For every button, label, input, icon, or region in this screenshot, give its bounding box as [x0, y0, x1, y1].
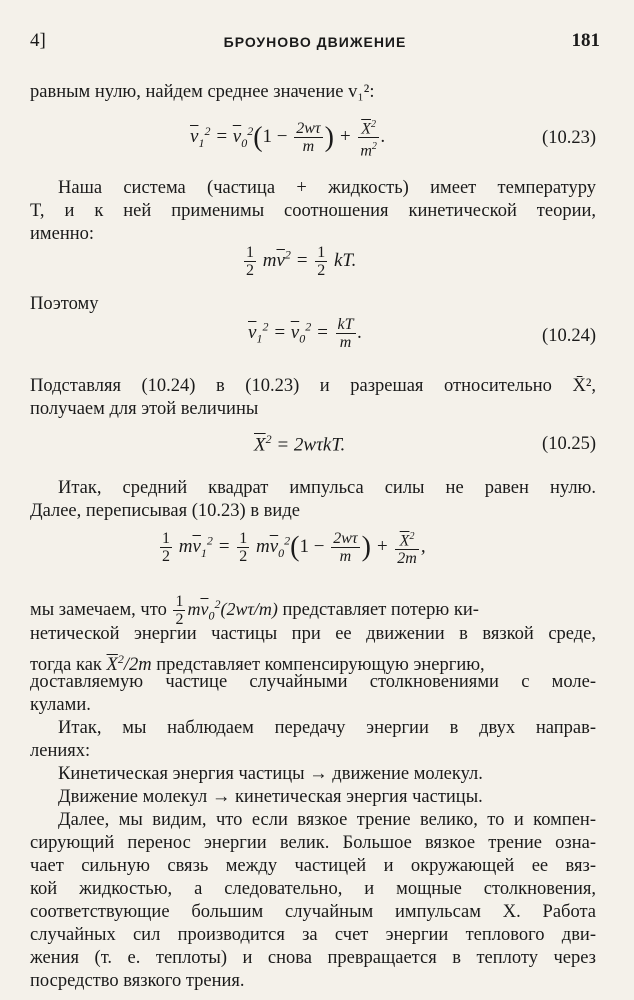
- text-line: Далее, мы видим, что если вязкое трение велико, то и компен-: [58, 810, 596, 830]
- text-line: T, и к ней применимы соотношения кинетической теории,: [30, 201, 596, 221]
- text-line: Подставляя (10.24) в (10.23) и разрешая относительно X̄²,: [30, 376, 596, 396]
- equation-rewritten: $\frac{1}{2}$ $m\overline{v}_1^2$ = $\frac{1}{2}$ $m\overline{v}_0^2(1$ − $\frac{2w\tau}{m}$ ) + $\frac{\overline{X}^2}{2m}$ ,: [158, 528, 426, 567]
- text-line: доставляемую частице случайными столкновениями с моле-: [30, 672, 596, 692]
- text-line: чает сильную связь между частицей и окружающей ее вяз-: [30, 856, 596, 876]
- page-number: 181: [571, 30, 600, 51]
- text-line-inline-formula: мы замечаем, что $\frac{1}{2}$ $m\overline{v}_0^2(2w\tau/m)$ представляет потерю ки-: [30, 593, 479, 629]
- equation-10-23: $\overline{v}_1^2 = \overline{v}_0^2(1$ − $\frac{2w\tau}{m}$ ) + $\frac{\overline{X}^2}{m^2}$ .: [190, 116, 386, 160]
- text-line: именно:: [30, 224, 95, 244]
- section-number: 4]: [30, 30, 46, 51]
- equation-energy: $\frac{1}{2}$ $m\overline{v}^2$ = $\frac{1}{2}$ kT.: [246, 244, 357, 279]
- text-line: соответствующие большим случайным импульсам X. Работа: [30, 902, 596, 922]
- text-line: Кинетическая энергия частицы → движение молекул.: [58, 764, 483, 784]
- equation-number: (10.23): [542, 128, 596, 148]
- text-segment: тогда как: [30, 655, 102, 676]
- equation-10-25: $\overline{X}^2 = 2w\tau kT$.: [254, 432, 346, 456]
- text-line: Поэтому: [30, 294, 99, 314]
- equation-10-24: $\overline{v}_1^2 = \overline{v}_0^2$ = $\frac{kT}{m}$ .: [248, 316, 363, 351]
- text-segment: представляет компенсирующую энергию,: [156, 655, 485, 676]
- text-line: Далее, переписывая (10.23) в виде: [30, 501, 300, 521]
- text-line: Итак, мы наблюдаем передачу энергии в двух направ-: [58, 718, 596, 738]
- text-line: жения (т. е. теплоты) и снова превращается в теплоту через: [30, 948, 596, 968]
- text-line: нетической энергии частицы при ее движении в вязкой среде,: [30, 624, 596, 644]
- equation-number: (10.25): [542, 434, 596, 454]
- text-line: Наша система (частица + жидкость) имеет температуру: [58, 178, 596, 198]
- text-line: Движение молекул → кинетическая энергия частицы.: [58, 787, 483, 807]
- text-line: сирующий перенос энергии велик. Большое вязкое трение озна-: [30, 833, 596, 853]
- text-line: случайных сил производится за счет энергии теплового дви-: [30, 925, 596, 945]
- text-segment: представляет потерю ки-: [282, 600, 479, 620]
- page-header: [30, 30, 600, 56]
- text-line: кой жидкостью, а следовательно, и мощные столкновения,: [30, 879, 596, 899]
- text-segment: мы замечаем, что: [30, 600, 167, 620]
- text-line: кулами.: [30, 695, 91, 715]
- text-line: посредство вязкого трения.: [30, 971, 245, 991]
- equation-number: (10.24): [542, 326, 596, 346]
- text-line: Итак, средний квадрат импульса силы не равен нулю.: [58, 478, 596, 498]
- text-line: равным нулю, найдем среднее значение v₁²:: [30, 82, 375, 102]
- running-title: БРОУНОВО ДВИЖЕНИЕ: [223, 34, 407, 50]
- text-line-inline-formula: тогда как $\overline{X}^2/2m$ представляет компенсирующую энергию,: [30, 652, 485, 676]
- text-line: лениях:: [30, 741, 91, 761]
- text-line: получаем для этой величины: [30, 399, 259, 419]
